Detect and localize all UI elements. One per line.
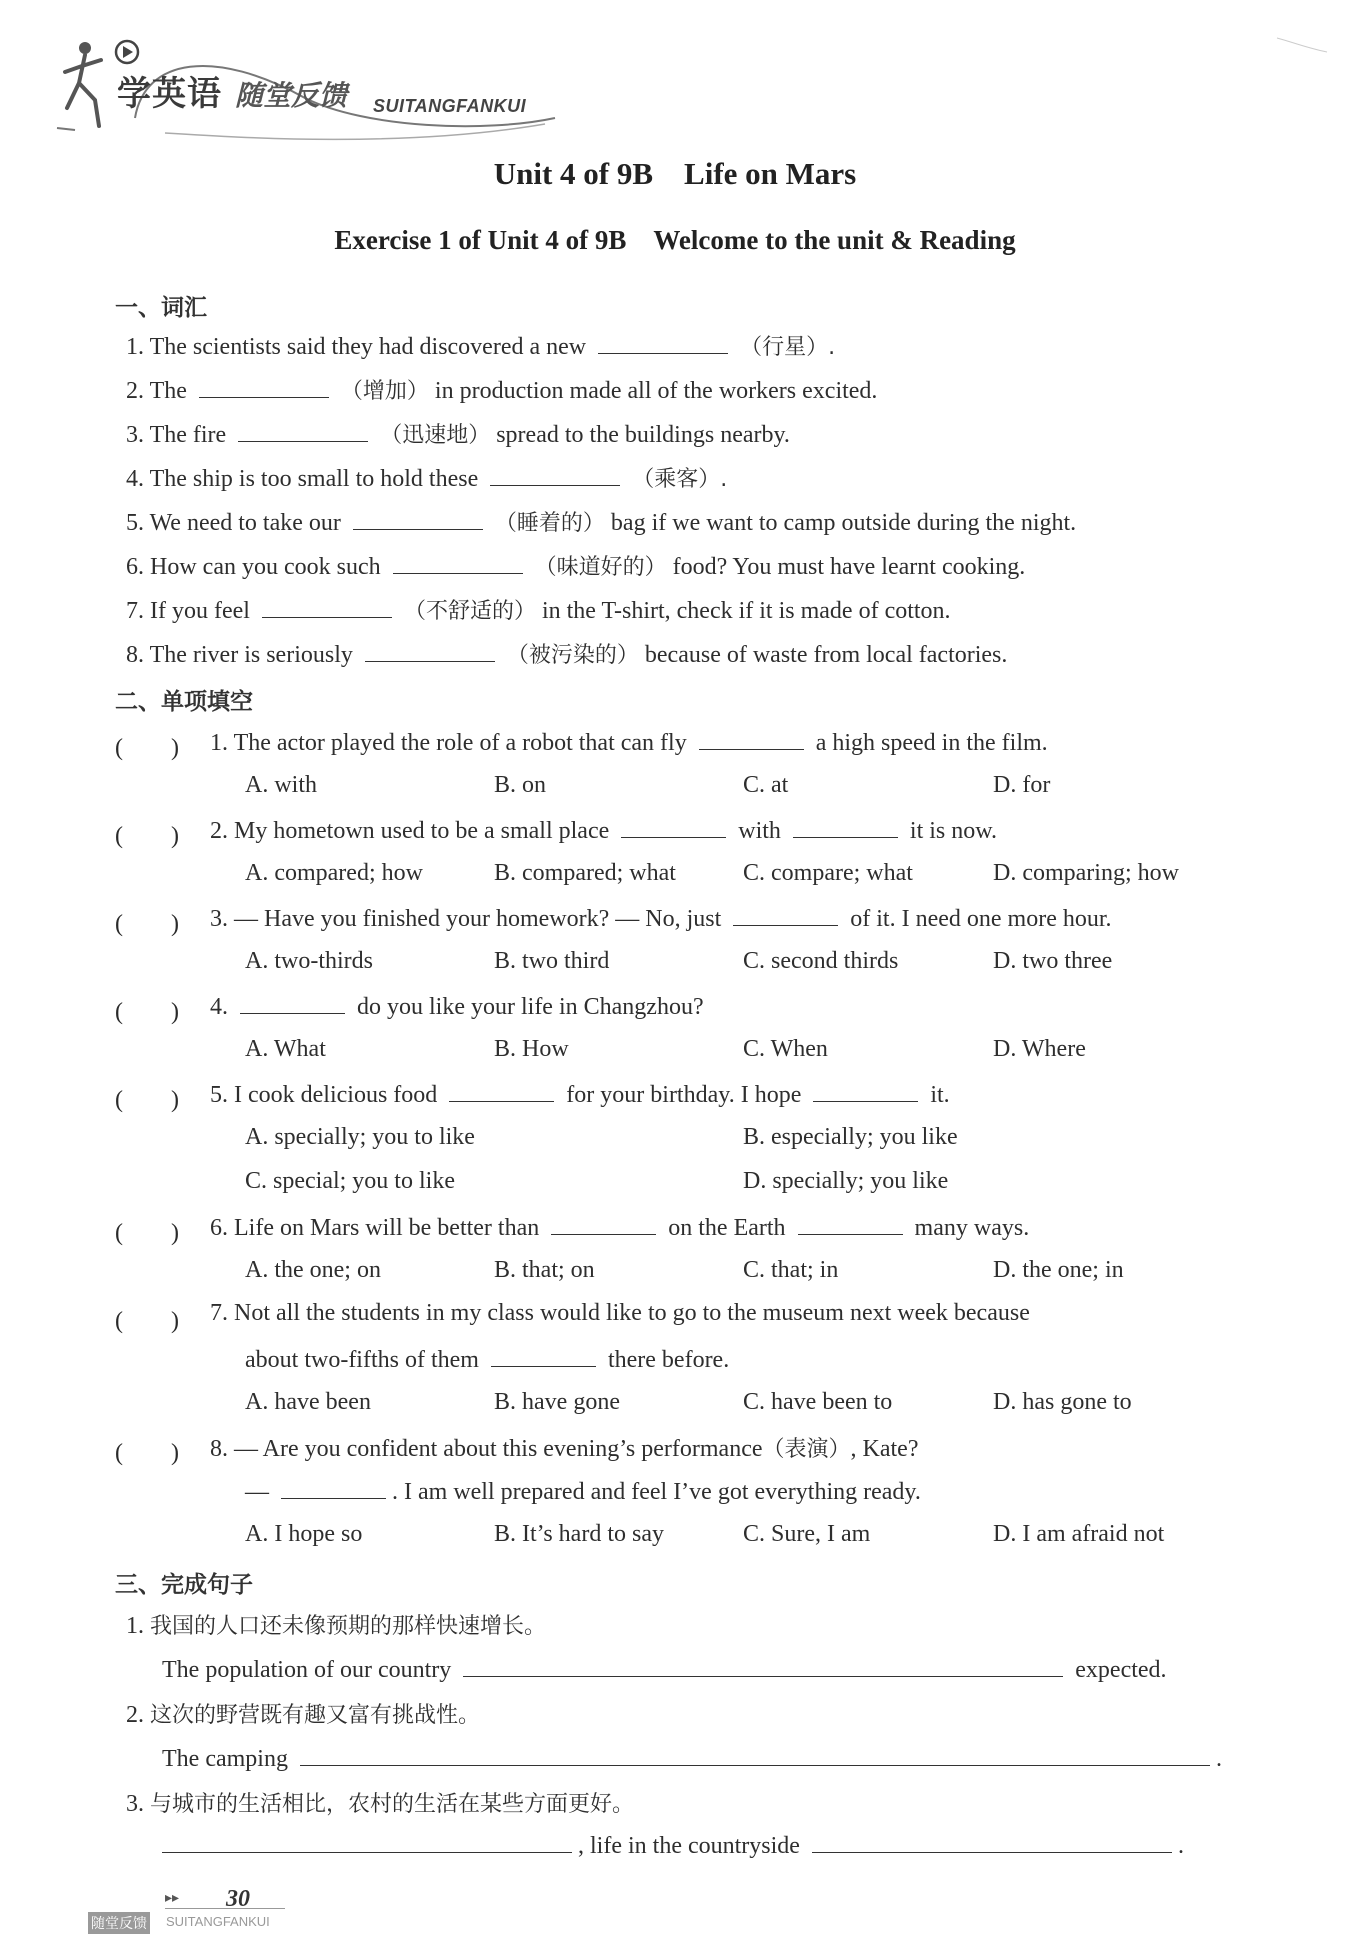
option-b[interactable]: B. compared; what xyxy=(494,860,676,886)
answer-blank[interactable] xyxy=(463,1654,1063,1677)
unit-title: Unit 4 of 9B Life on Mars xyxy=(493,156,857,191)
vocab-item xyxy=(126,374,877,405)
answer-blank[interactable] xyxy=(813,1079,918,1102)
option-c[interactable]: C. second thirds xyxy=(743,948,899,974)
question-text: , Kate? xyxy=(850,1436,919,1462)
answer-blank[interactable] xyxy=(490,463,620,486)
option-c[interactable]: C. special; you to like xyxy=(245,1168,455,1194)
option-a[interactable]: A. the one; on xyxy=(245,1257,381,1283)
answer-blank[interactable] xyxy=(793,815,898,838)
answer-blank[interactable] xyxy=(699,727,804,750)
section-sentence-completion-heading: 三、完成句子 xyxy=(115,1572,253,1598)
answer-blank[interactable] xyxy=(393,551,523,574)
answer-paren[interactable]: ( ) xyxy=(115,1308,179,1334)
answer-blank[interactable] xyxy=(365,639,495,662)
item-number: 7. xyxy=(126,598,144,624)
item-text: The xyxy=(149,378,187,404)
mc-question xyxy=(210,1300,1030,1327)
option-d[interactable]: D. Where xyxy=(993,1036,1086,1062)
option-d[interactable]: D. the one; in xyxy=(993,1257,1124,1283)
answer-paren[interactable]: ( ) xyxy=(115,1220,179,1246)
translate-prompt xyxy=(126,1787,634,1818)
sentence-end: expected. xyxy=(1075,1657,1167,1683)
item-number: 3. xyxy=(126,1791,144,1817)
question-text: on the Earth xyxy=(668,1215,786,1241)
brand-pinyin: SUITANGFANKUI xyxy=(373,96,527,116)
question-text: — Are you confident about this evening’s performance xyxy=(234,1436,763,1462)
answer-blank[interactable] xyxy=(621,815,726,838)
answer-blank[interactable] xyxy=(240,991,345,1014)
answer-paren[interactable]: ( ) xyxy=(115,999,179,1025)
item-number: 8. xyxy=(126,642,144,668)
answer-blank[interactable] xyxy=(798,1212,903,1235)
question-text: with xyxy=(738,818,781,844)
option-d[interactable]: D. specially; you like xyxy=(743,1168,949,1194)
footer-arrows-icon: ▸▸ xyxy=(165,1890,180,1906)
item-text: How can you cook such xyxy=(150,554,381,580)
option-a[interactable]: A. two-thirds xyxy=(245,948,373,974)
translate-prompt xyxy=(126,1609,546,1640)
question-text: a high speed in the film. xyxy=(815,730,1048,756)
mc-question-continued xyxy=(245,1476,921,1506)
translate-answer-line xyxy=(162,1743,1222,1773)
question-text: it is now. xyxy=(909,818,998,844)
question-number: 4. xyxy=(210,994,228,1020)
answer-blank[interactable] xyxy=(353,507,483,530)
question-text: of it. I need one more hour. xyxy=(850,906,1112,932)
option-a[interactable]: A. I hope so xyxy=(245,1521,363,1547)
footer-brand-pinyin: SUITANGFANKUI xyxy=(166,1914,270,1929)
question-number: 6. xyxy=(210,1215,228,1241)
answer-blank[interactable] xyxy=(199,375,329,398)
section-multiple-choice-heading: 二、单项填空 xyxy=(115,689,253,715)
option-a[interactable]: A. specially; you to like xyxy=(245,1124,475,1150)
item-text: The fire xyxy=(149,422,227,448)
option-a[interactable]: A. have been xyxy=(245,1389,371,1415)
answer-blank[interactable] xyxy=(491,1344,596,1367)
chinese-sentence: 这次的野营既有趣又富有挑战性。 xyxy=(150,1703,481,1728)
sentence-start: The camping xyxy=(162,1746,288,1772)
item-hint: （不舒适的） xyxy=(403,599,536,624)
sentence-end: . xyxy=(1215,1746,1222,1772)
item-text: food? You must have learnt cooking. xyxy=(672,554,1026,580)
question-text: Not all the students in my class would like to go to the museum next week because xyxy=(234,1300,1030,1326)
option-c[interactable]: C. When xyxy=(743,1036,828,1062)
item-hint: （睡着的） xyxy=(494,511,605,536)
item-text: We need to take our xyxy=(149,510,341,536)
brand-title-cn: 学英语 xyxy=(117,74,222,114)
item-hint: （增加） xyxy=(340,379,429,404)
option-b[interactable]: B. How xyxy=(494,1036,569,1062)
question-number: 5. xyxy=(210,1082,228,1108)
option-c[interactable]: C. Sure, I am xyxy=(743,1521,871,1547)
option-a[interactable]: A. with xyxy=(245,772,317,798)
sentence-middle: , life in the countryside xyxy=(578,1833,800,1859)
answer-blank[interactable] xyxy=(733,903,838,926)
option-d[interactable]: D. I am afraid not xyxy=(993,1521,1165,1547)
question-text: do you like your life in Changzhou? xyxy=(357,994,704,1020)
mc-question xyxy=(210,1212,1029,1242)
item-text: spread to the buildings nearby. xyxy=(496,422,790,448)
option-b[interactable]: B. that; on xyxy=(494,1257,595,1283)
question-text: for your birthday. I hope xyxy=(566,1082,802,1108)
question-number: 2. xyxy=(210,818,228,844)
item-number: 1. xyxy=(126,334,144,360)
item-hint: （行星）. xyxy=(740,335,836,360)
item-number: 1. xyxy=(126,1613,144,1639)
item-number: 5. xyxy=(126,510,144,536)
option-c[interactable]: C. at xyxy=(743,772,789,798)
answer-blank[interactable] xyxy=(238,419,368,442)
vocab-item xyxy=(126,462,727,493)
item-number: 4. xyxy=(126,466,144,492)
item-hint: （乘客）. xyxy=(632,467,728,492)
question-text: I cook delicious food xyxy=(234,1082,438,1108)
option-a[interactable]: A. compared; how xyxy=(245,860,423,886)
answer-blank[interactable] xyxy=(162,1830,572,1853)
item-hint: （迅速地） xyxy=(380,423,491,448)
question-text: many ways. xyxy=(914,1215,1030,1241)
answer-blank[interactable] xyxy=(300,1743,1210,1766)
item-number: 2. xyxy=(126,1702,144,1728)
vocab-item xyxy=(126,330,835,361)
question-text: Life on Mars will be better than xyxy=(234,1215,540,1241)
answer-blank[interactable] xyxy=(598,331,728,354)
translate-prompt xyxy=(126,1698,480,1729)
option-d[interactable]: D. for xyxy=(993,772,1051,798)
option-b[interactable]: B. have gone xyxy=(494,1389,620,1415)
footer-divider xyxy=(165,1908,285,1909)
item-text: because of waste from local factories. xyxy=(644,642,1008,668)
mc-question xyxy=(210,815,997,845)
section-vocabulary-heading: 一、词汇 xyxy=(115,295,207,321)
question-text: . I am well prepared and feel I’ve got everything ready. xyxy=(392,1479,921,1505)
item-text: The river is seriously xyxy=(149,642,353,668)
option-c[interactable]: C. that; in xyxy=(743,1257,839,1283)
question-text: — Have you finished your homework? — No, just xyxy=(234,906,722,932)
option-d[interactable]: D. has gone to xyxy=(993,1389,1132,1415)
answer-blank[interactable] xyxy=(551,1212,656,1235)
option-b[interactable]: B. It’s hard to say xyxy=(494,1521,664,1547)
item-text: in production made all of the workers excited. xyxy=(434,378,878,404)
option-b[interactable]: B. on xyxy=(494,772,547,798)
page-number: 30 xyxy=(226,1886,250,1912)
item-number: 6. xyxy=(126,554,144,580)
item-text: bag if we want to camp outside during the night. xyxy=(610,510,1077,536)
question-number: 7. xyxy=(210,1300,228,1326)
brand-subtitle-cn: 随堂反馈 xyxy=(235,79,348,112)
question-number: 8. xyxy=(210,1436,228,1462)
item-text: The ship is too small to hold these xyxy=(149,466,479,492)
answer-paren[interactable]: ( ) xyxy=(115,1440,179,1466)
chinese-sentence: 我国的人口还未像预期的那样快速增长。 xyxy=(150,1614,547,1639)
item-hint: （被污染的） xyxy=(506,643,639,668)
mc-question xyxy=(210,991,704,1021)
question-text: it. xyxy=(930,1082,950,1108)
option-c[interactable]: C. have been to xyxy=(743,1389,893,1415)
question-text: about two-fifths of them xyxy=(245,1347,479,1373)
corner-scratch-icon xyxy=(1272,30,1332,60)
item-text: The scientists said they had discovered a new xyxy=(149,334,587,360)
question-number: 1. xyxy=(210,730,228,756)
mc-question xyxy=(210,903,1112,933)
mc-question xyxy=(210,1079,950,1109)
vocab-item xyxy=(126,638,1007,669)
question-text: My hometown used to be a small place xyxy=(234,818,610,844)
item-hint: （味道好的） xyxy=(534,555,667,580)
brand-header xyxy=(55,38,555,148)
question-text: there before. xyxy=(607,1347,730,1373)
question-number: 3. xyxy=(210,906,228,932)
answer-paren[interactable]: ( ) xyxy=(115,911,179,937)
mc-question xyxy=(210,727,1048,757)
item-number: 2. xyxy=(126,378,144,404)
footer-brand-cn: 随堂反馈 xyxy=(88,1912,150,1934)
option-c[interactable]: C. compare; what xyxy=(743,860,913,886)
answer-paren[interactable]: ( ) xyxy=(115,1087,179,1113)
answer-blank[interactable] xyxy=(812,1830,1172,1853)
translate-answer-line xyxy=(162,1654,1167,1684)
sentence-end: . xyxy=(1177,1833,1184,1859)
answer-paren[interactable]: ( ) xyxy=(115,735,179,761)
item-hint: （表演） xyxy=(762,1437,851,1462)
question-text: The actor played the role of a robot that can fly xyxy=(233,730,687,756)
vocab-item xyxy=(126,594,951,625)
sentence-start: The population of our country xyxy=(162,1657,452,1683)
answer-blank[interactable] xyxy=(262,595,392,618)
item-text: If you feel xyxy=(150,598,250,624)
option-d[interactable]: D. two three xyxy=(993,948,1113,974)
vocab-item xyxy=(126,550,1025,581)
chinese-sentence: 与城市的生活相比，农村的生活在某些方面更好。 xyxy=(150,1792,635,1817)
option-a[interactable]: A. What xyxy=(245,1036,326,1062)
translate-answer-line xyxy=(162,1830,1184,1860)
option-b[interactable]: B. two third xyxy=(494,948,610,974)
answer-blank[interactable] xyxy=(281,1476,386,1499)
answer-blank[interactable] xyxy=(449,1079,554,1102)
item-text: in the T-shirt, check if it is made of cotton. xyxy=(541,598,951,624)
option-b[interactable]: B. especially; you like xyxy=(743,1124,958,1150)
exercise-title: Exercise 1 of Unit 4 of 9B Welcome to the unit & Reading xyxy=(334,225,1016,255)
dialogue-dash: — xyxy=(245,1479,269,1505)
option-d[interactable]: D. comparing; how xyxy=(993,860,1179,886)
answer-paren[interactable]: ( ) xyxy=(115,823,179,849)
mc-question xyxy=(210,1432,919,1463)
vocab-item xyxy=(126,506,1076,537)
item-number: 3. xyxy=(126,422,144,448)
vocab-item xyxy=(126,418,790,449)
mc-question-continued xyxy=(245,1344,729,1374)
